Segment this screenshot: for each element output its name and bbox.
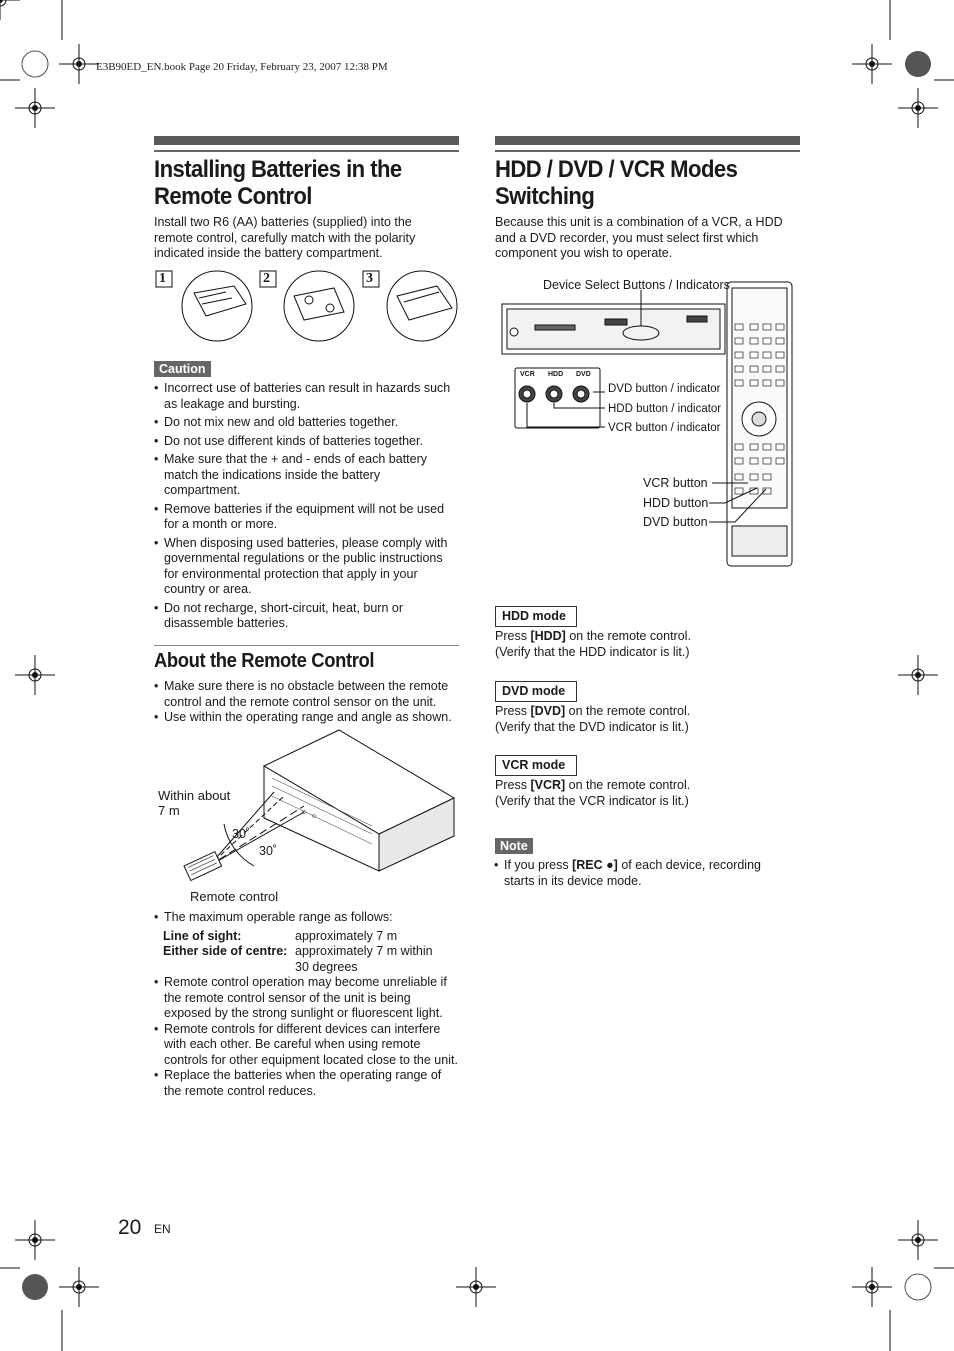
- angle-bottom-label: 30˚: [259, 844, 278, 858]
- vcr-mode-line2: (Verify that the VCR indicator is lit.): [495, 793, 689, 808]
- hdd-post: on the remote control.: [565, 629, 691, 643]
- step-1-number: 1: [159, 271, 166, 286]
- section-bar: [495, 136, 800, 145]
- about-more-item: • Replace the batteries when the operating range of the remote control reduces.: [154, 1068, 460, 1099]
- about-more-item: • Remote control operation may become unreliable if the remote control sensor of the unit is being exposed by the strong sunlight or fluorescent light.: [154, 975, 460, 1022]
- hdd-indicator-label: HDD button / indicator: [608, 403, 722, 415]
- note-pre: If you press: [504, 858, 573, 872]
- file-info: E3B90ED_EN.book Page 20 Friday, February 23, 2007 12:38 PM: [96, 61, 388, 73]
- caution-item: • When disposing used batteries, please comply with governmental regulations or the public instructions for environmental protection that apply in your country or area.: [154, 536, 459, 598]
- sight-value: approximately 7 m: [295, 928, 398, 943]
- within-line1: Within about: [158, 788, 231, 803]
- caution-item: • Do not use different kinds of batteries together.: [154, 434, 459, 450]
- dvd-mode-line1: [495, 704, 795, 720]
- section-rule: [154, 645, 459, 646]
- range-figure: [154, 726, 460, 908]
- caution-item: • Make sure that the + and - ends of each battery match the indications inside the battery compartment.: [154, 452, 459, 499]
- vcr-mode-label: VCR mode: [495, 755, 577, 776]
- note-key: [REC ●]: [572, 858, 618, 872]
- vcr-indicator-label: VCR button / indicator: [608, 422, 721, 434]
- caution-label: Caution: [154, 361, 211, 377]
- batteries-intro: Install two R6 (AA) batteries (supplied) into the remote control, carefully match with the polarity indicated inside the battery compartment.: [154, 215, 416, 260]
- section-rule: [154, 150, 459, 152]
- hdd-mode-line1: [495, 629, 795, 645]
- battery-steps-figure: [154, 268, 460, 344]
- batteries-title-line2: Remote Control: [154, 183, 312, 210]
- modes-intro: Because this unit is a combination of a VCR, a HDD and a DVD recorder, you must select first which component you wish to operate.: [495, 215, 783, 260]
- angle-top-label: 30˚: [232, 827, 251, 841]
- sight-label: Line of sight:: [163, 928, 242, 943]
- vcr-front-label: VCR: [520, 371, 535, 378]
- hdd-mode-line2: (Verify that the HDD indicator is lit.): [495, 644, 690, 659]
- hdd-mode-label: HDD mode: [495, 606, 577, 627]
- dvd-mode-line2: (Verify that the DVD indicator is lit.): [495, 719, 689, 734]
- about-item: • Make sure there is no obstacle between the remote control and the remote control sensor on the unit.: [154, 679, 460, 710]
- dvd-press: Press: [495, 704, 531, 718]
- about-more-item: • Remote controls for different devices can interfere with each other. Be careful when using remote controls for other equipment located close to the unit.: [154, 1022, 460, 1069]
- side-value-line2: 30 degrees: [295, 959, 358, 974]
- hdd-front-label: HDD: [548, 371, 564, 378]
- within-label: [158, 788, 230, 818]
- note-item: [495, 858, 794, 889]
- dvd-mode-label: DVD mode: [495, 681, 577, 702]
- dvd-front-label: DVD: [576, 371, 591, 378]
- step-3-number: 3: [366, 271, 373, 286]
- caution-item: • Do not mix new and old batteries together.: [154, 415, 459, 431]
- dvd-key: [DVD]: [530, 704, 566, 718]
- caution-item: • Incorrect use of batteries can result in hazards such as leakage and bursting.: [154, 381, 459, 412]
- modes-title-line2: Switching: [495, 183, 595, 210]
- caution-list: [154, 381, 459, 635]
- dvd-mode-text: [495, 704, 795, 735]
- battery-steps-illustration: [154, 268, 460, 344]
- hdd-key: [HDD]: [530, 629, 566, 643]
- caution-item: • Do not recharge, short-circuit, heat, burn or disassemble batteries.: [154, 601, 459, 632]
- remote-control-label: Remote control: [190, 889, 279, 904]
- dvd-post: on the remote control.: [565, 704, 691, 718]
- modes-title: [495, 156, 799, 210]
- hdd-press: Press: [495, 629, 531, 643]
- side-value-line1: approximately 7 m within: [295, 944, 433, 958]
- section-rule: [495, 150, 800, 152]
- dvd-indicator-label: DVD button / indicator: [608, 383, 721, 395]
- note-label: Note: [495, 838, 533, 854]
- vcr-press: Press: [495, 778, 531, 792]
- range-intro: • The maximum operable range as follows:: [154, 910, 460, 926]
- vcr-button-label: VCR button: [643, 476, 708, 490]
- device-select-figure: [495, 276, 800, 568]
- step-2-number: 2: [263, 271, 270, 286]
- device-select-label: Device Select Buttons / Indicators: [543, 278, 730, 292]
- modes-title-line1: HDD / DVD / VCR Modes: [495, 156, 738, 183]
- hdd-button-label: HDD button: [643, 496, 709, 510]
- vcr-mode-text: [495, 778, 795, 809]
- side-label: Either side of centre:: [163, 944, 288, 958]
- vcr-mode-line1: [495, 778, 795, 794]
- range-table: [163, 929, 433, 976]
- vcr-post: on the remote control.: [565, 778, 691, 792]
- batteries-title-line1: Installing Batteries in the: [154, 156, 402, 183]
- range-section: [154, 910, 460, 1099]
- vcr-key: [VCR]: [530, 778, 566, 792]
- side-value: [295, 944, 433, 975]
- about-item: • Use within the operating range and angle as shown.: [154, 710, 460, 726]
- page-number: 20: [118, 1216, 142, 1239]
- dvd-button-label: DVD button: [643, 515, 708, 529]
- caution-item: • Remove batteries if the equipment will not be used for a month or more.: [154, 502, 459, 533]
- about-list: [154, 679, 460, 726]
- language-code: EN: [154, 1222, 171, 1236]
- section-bar: [154, 136, 459, 145]
- within-line2: 7 m: [158, 803, 180, 818]
- batteries-title: [154, 156, 458, 210]
- hdd-mode-text: [495, 629, 795, 660]
- about-title: About the Remote Control: [154, 650, 375, 672]
- note-post: of each device, recording starts in its device mode.: [504, 858, 761, 888]
